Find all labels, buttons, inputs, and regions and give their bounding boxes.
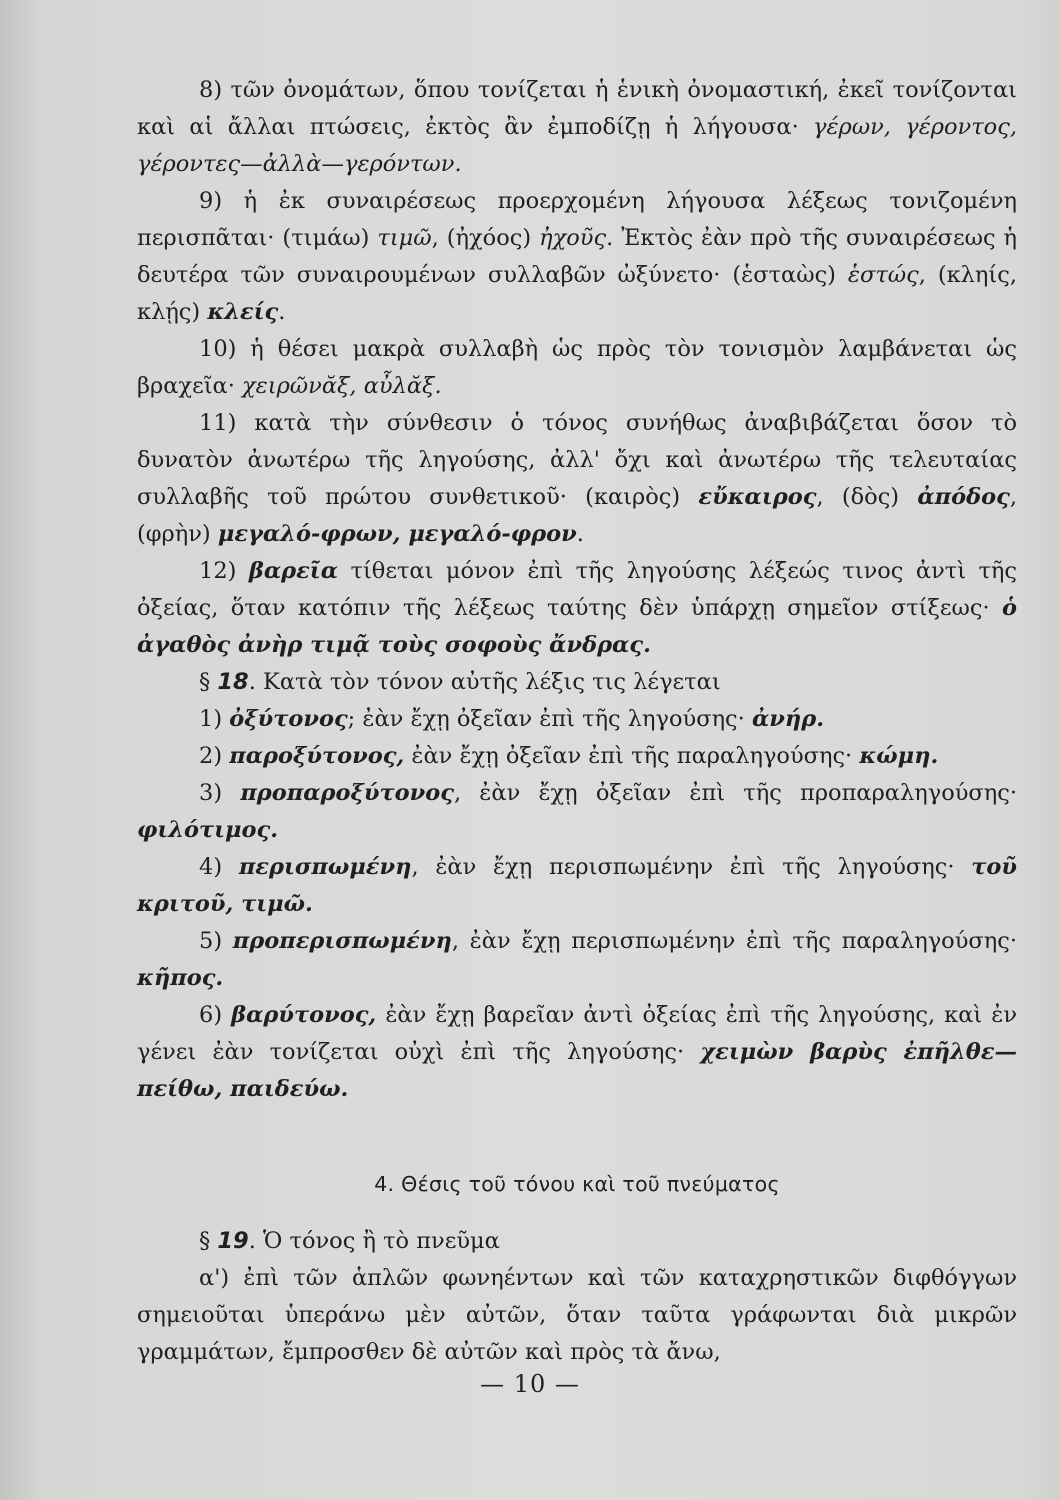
list-item-number: 6) [199,1002,223,1028]
paragraph-11-text: . [576,521,584,547]
list-item-text: ἐὰν ἔχῃ βαρεῖαν ἀντὶ ὀξείας ἐπὶ τῆς ληγούσης, καὶ ἐν γένει ἐὰν τονίζεται οὐχὶ ἐπὶ τῆς ληγούσης· [137,1002,1018,1065]
list-item-example: φιλότιμος. [137,817,279,843]
example-word: ἑστώς [847,262,919,288]
paragraph-8-text: 8) τῶν ὀνομάτων, ὅπου τονίζεται ἡ ἑνικὴ ὀνομαστική, ἐκεῖ τονίζονται καὶ αἱ ἄλλαι πτώσεις, ἐκτὸς ἂν ἐμποδίζῃ ἡ λήγουσα· [137,77,1017,140]
list-item-text: ἐὰν ἔχῃ ὀξεῖαν ἐπὶ τῆς παραληγούσης· [411,743,853,769]
paragraph-11-text: , (δὸς) [816,484,900,510]
paragraph-9-text: . [278,299,286,325]
section-18-heading [137,664,1017,701]
paragraph-9-text: . Ἐκτὸς ἐὰν πρὸ τῆς συναιρέσεως ἡ δευτέρα τῶν συναιρουμένων συλλαβῶν ὠξύνετο· (ἑσταὼς) [137,225,1018,288]
paragraph-12-text: τίθεται μόνον ἐπὶ τῆς ληγούσης λέξεώς τινος ἀντὶ τῆς ὀξείας, ὅταν κατόπιν τῆς λέξεως ταύτης δὲν ὑπάρχῃ σημεῖον στίξεως· [137,558,1018,621]
paragraph-12-number: 12) [199,558,237,584]
list-item-text: , ἐὰν ἔχῃ ὀξεῖαν ἐπὶ τῆς προπαραληγούσης· [453,780,1018,806]
list-item-term: περισπωμένη [238,854,412,880]
section-19-intro: . Ὁ τόνος ἢ τὸ πνεῦμα [248,1228,500,1254]
paragraph-8 [137,72,1017,183]
list-item [137,923,1017,997]
paragraph-11 [137,405,1017,553]
section-mark: § [199,669,211,695]
paragraph-11-text: , (φρὴν) [137,484,1018,547]
list-item-number: 5) [199,928,223,954]
example-word: ἠχοῦς [539,225,607,251]
paragraph-10 [137,331,1017,405]
paragraph-12 [137,553,1017,664]
list-item-number: 3) [199,780,223,806]
list-item [137,997,1017,1108]
paragraph-9 [137,183,1017,331]
page-text [137,72,1017,1371]
list-item [137,701,1017,738]
list-item-example: κώμη. [859,743,939,769]
section-number: 18 [217,669,249,695]
list-item-text: ; ἐὰν ἔχῃ ὀξεῖαν ἐπὶ τῆς ληγούσης· [347,706,745,732]
section-19-heading [137,1223,1017,1260]
term-bareia: βαρεῖα [248,558,339,584]
section-mark: § [199,1228,211,1254]
section-18-intro: . Κατὰ τὸν τόνον αὐτῆς λέξις τις λέγεται [248,669,721,695]
page-number: — 10 — [480,1370,580,1398]
paragraph-9-text: , (κληίς, κλῄς) [137,262,1017,325]
example-word: μεγαλό-φρων, μεγαλό-φρον [217,521,577,547]
paragraph-11-text: 11) κατὰ τὴν σύνθεσιν ὁ τόνος συνήθως ἀναβιβάζεται ὅσον τὸ δυνατὸν ἀνωτέρω τῆς ληγούσης, ἀλλ' ὄχι καὶ ἀνωτέρω τῆς τελευταίας συλλαβῆς τοῦ πρώτου συνθετικοῦ· (καιρὸς) [137,410,1017,510]
chapter-heading: 4. Θέσις τοῦ τόνου καὶ τοῦ πνεύματος [374,1172,780,1196]
list-item-number: 2) [199,743,223,769]
list-item [137,849,1017,923]
paragraph-10-example: χειρῶνᾰξ, αὖλᾰξ. [242,373,442,399]
paragraph-9-text: , (ἠχόος) [431,225,532,251]
spacer [137,1108,1017,1166]
list-item-term: προπαροξύτονος [240,780,454,806]
list-item-example: κῆπος. [137,965,224,991]
list-item-number: 1) [199,706,223,732]
example-word: τιμῶ [377,225,432,251]
paragraph-10-text: 10) ἡ θέσει μακρὰ συλλαβὴ ὡς πρὸς τὸν τονισμὸν λαμβάνεται ὡς βραχεῖα· [137,336,1017,399]
list-item-term: προπερισπωμένη [232,928,452,954]
paragraph-9-text: 9) ἡ ἐκ συναιρέσεως προερχομένη λήγουσα λέξεως τονιζομένη περισπᾶται· (τιμάω) [137,188,1017,251]
section-19-alpha: α') ἐπὶ τῶν ἁπλῶν φωνηέντων καὶ τῶν καταχρηστικῶν διφθόγγων σημειοῦται ὑπεράνω μὲν αὐτῶν, ὅταν ταῦτα γράφωνται διὰ μικρῶν γραμμάτων, ἔμπροσθεν δὲ αὐτῶν καὶ πρὸς τὰ ἄνω, [137,1265,1017,1365]
paragraph-12-example: ὁ ἀγαθὸς ἀνὴρ τιμᾷ τοὺς σοφοὺς ἄνδρας. [137,595,1018,658]
list-item [137,775,1017,849]
list-item-term: βαρύτονος, [231,1002,377,1028]
list-item-number: 4) [199,854,223,880]
example-word: ἀπόδος [917,484,1010,510]
list-item-example: χειμὼν βαρὺς ἐπῆλθε—πείθω, παιδεύω. [137,1039,1017,1102]
section-number: 19 [217,1228,249,1254]
list-item-text: , ἐὰν ἔχῃ περισπωμένην ἐπὶ τῆς παραληγούσης· [451,928,1017,954]
list-item-example: ἀνήρ. [751,706,825,732]
list-item-example: τοῦ κριτοῦ, τιμῶ. [137,854,1018,917]
list-item-text: , ἐὰν ἔχῃ περισπωμένην ἐπὶ τῆς ληγούσης· [411,854,955,880]
example-word: κλείς [207,299,279,325]
list-item-term: ὀξύτονος [229,706,348,732]
paragraph-8-example: γέρων, γέροντος, γέροντες—ἀλλὰ—γερόντων. [137,114,1017,177]
list-item-term: παροξύτονος, [229,743,405,769]
example-word: εὔκαιρος [698,484,817,510]
list-item [137,738,1017,775]
